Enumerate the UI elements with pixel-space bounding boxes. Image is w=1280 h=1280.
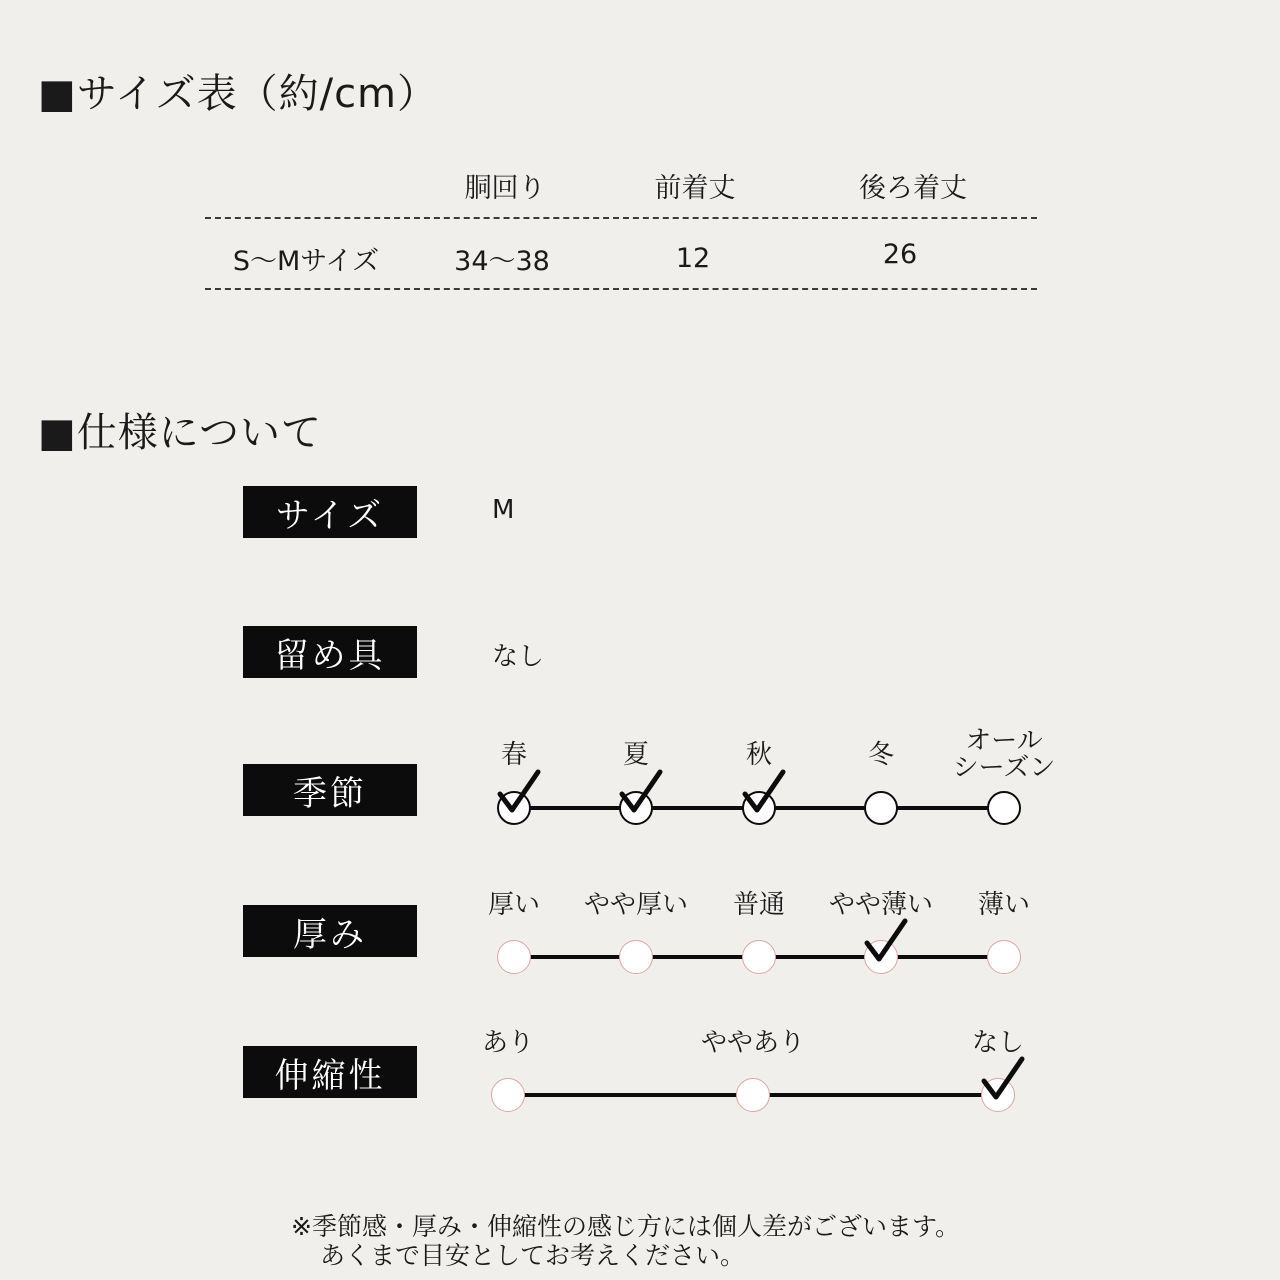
season-option-label: オール シーズン [952, 726, 1056, 784]
thickness-option-label: 薄い [977, 890, 1030, 920]
spec-label-fastener: 留め具 [243, 626, 417, 678]
stretch-option-label: あり [481, 1028, 534, 1058]
column-header-front-length: 前着丈 [654, 173, 736, 204]
thickness-option-label: やや厚い [583, 890, 688, 920]
spec-value-size: M [492, 495, 515, 525]
thickness-option-label: 厚い [487, 890, 540, 920]
thickness-option-dot [497, 940, 531, 974]
spec-value-fastener: なし [492, 642, 545, 672]
size-table-heading: ■サイズ表（約/cm） [38, 71, 439, 117]
checkmark-icon [865, 919, 909, 967]
stretch-option-label: なし [971, 1028, 1024, 1058]
cell-front-length: 12 [675, 243, 711, 274]
table-divider-top [205, 217, 1037, 219]
column-header-back-length: 後ろ着丈 [859, 173, 967, 204]
stretch-option-dot [491, 1078, 525, 1112]
table-divider-bottom [205, 288, 1037, 290]
thickness-option-label: やや薄い [828, 890, 933, 920]
thickness-option-dot [987, 940, 1021, 974]
spec-label-season: 季節 [243, 764, 417, 816]
spec-label-size: サイズ [243, 486, 417, 538]
stretch-option-label: ややあり [700, 1028, 805, 1058]
stretch-option-dot [736, 1078, 770, 1112]
season-option-label: 秋 [745, 740, 772, 770]
cell-back-length: 26 [882, 239, 918, 270]
season-option-dot [864, 791, 898, 825]
thickness-option-dot [742, 940, 776, 974]
checkmark-icon [498, 770, 542, 818]
cell-waist: 34〜38 [454, 246, 550, 277]
spec-heading: ■仕様について [38, 410, 322, 456]
row-label-size: S〜Mサイズ [232, 246, 380, 277]
season-option-label: 春 [500, 740, 527, 770]
thickness-option-dot [619, 940, 653, 974]
season-option-label: 冬 [867, 740, 894, 770]
spec-label-stretch: 伸縮性 [243, 1046, 417, 1098]
season-option-dot [987, 791, 1021, 825]
checkmark-icon [982, 1057, 1026, 1105]
note-line-2: あくまで目安としてお考えください。 [320, 1241, 746, 1270]
column-header-waist: 胴回り [464, 173, 546, 204]
note-line-1: ※季節感・厚み・伸縮性の感じ方には個人差がございます。 [291, 1212, 960, 1241]
season-option-label: 夏 [622, 740, 649, 770]
checkmark-icon [743, 770, 787, 818]
thickness-option-label: 普通 [732, 890, 785, 920]
checkmark-icon [620, 770, 664, 818]
spec-label-thickness: 厚み [243, 905, 417, 957]
